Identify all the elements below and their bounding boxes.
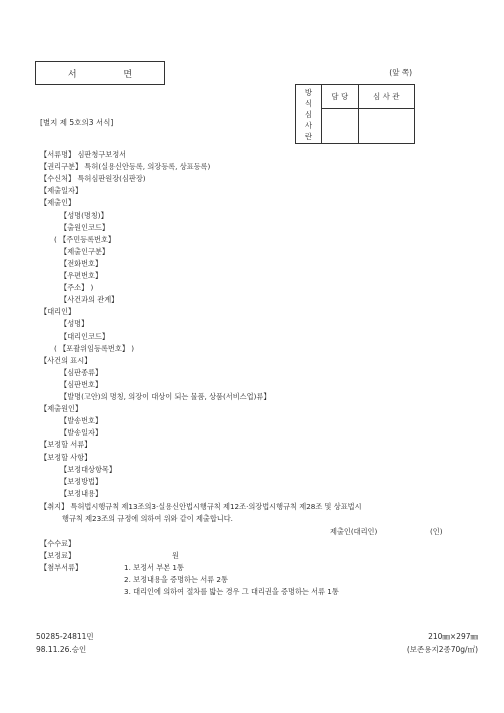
footer-approved: 98.11.26.승인 bbox=[36, 645, 87, 654]
form-field-line: ( 【포괄위임등록번호】 ) bbox=[54, 343, 135, 353]
document-title: 서 면 bbox=[67, 69, 155, 80]
correction-fee-label: 【보정료】 bbox=[40, 551, 76, 560]
form-field-line: 【제출인】 bbox=[40, 198, 76, 208]
approval-cell-examiner[interactable] bbox=[358, 109, 414, 144]
approval-table bbox=[295, 84, 415, 144]
footer-paper-size: 210㎜×297㎜ bbox=[428, 632, 478, 641]
form-field-line: 【발송일자】 bbox=[60, 428, 103, 438]
signer-label: 제출인(대리인) bbox=[330, 527, 378, 536]
form-field-line: 【우편번호】 bbox=[60, 271, 103, 280]
attachment-item: 2. 보정내용을 증명하는 서류 2통 bbox=[124, 575, 228, 584]
form-field-line: 【발명(고안)의 명칭, 의장이 대상이 되는 물품, 상품(서비스업)류】 bbox=[60, 392, 271, 401]
form-field-line: 【대리인코드】 bbox=[60, 331, 110, 341]
form-field-line: 【보정대상항목】 bbox=[60, 464, 117, 474]
attachments-label: 【첨부서류】 bbox=[40, 563, 83, 572]
form-field-line: 【주소】 ) bbox=[60, 283, 94, 293]
form-field-line: 【보정방법】 bbox=[60, 476, 103, 486]
form-field-line: 【심판종류】 bbox=[60, 367, 103, 377]
form-field-line: 【서류명】 심판청구보정서 bbox=[40, 150, 127, 159]
form-field-line: 【발송번호】 bbox=[60, 416, 103, 426]
form-field-line: 【출원인코드】 bbox=[60, 222, 110, 232]
form-field-line: ( 【주민등록번호】 bbox=[54, 234, 116, 244]
attachment-item: 3. 대리인에 의하여 절차를 밟는 경우 그 대리권을 증명하는 서류 1통 bbox=[124, 587, 339, 596]
document-title-box bbox=[35, 61, 165, 85]
form-field-line: 【제출인구분】 bbox=[60, 246, 110, 256]
form-field-line: 【제출원인】 bbox=[40, 404, 83, 414]
purpose-line-2: 행규칙 제23조의 규정에 의하여 위와 같이 제출합니다. bbox=[62, 514, 233, 523]
seal-label: (인) bbox=[430, 527, 443, 536]
purpose-line-1: 【취지】 특허법시행규칙 제13조의3·실용신안법시행규칙 제12조·의장법시행규칙 제28조 및 상표법시 bbox=[40, 502, 362, 511]
form-field-line: 【대리인】 bbox=[40, 307, 76, 317]
form-field-line: 【심판번호】 bbox=[60, 379, 103, 389]
form-field-line: 【보정내용】 bbox=[60, 488, 103, 498]
form-field-line: 【전화번호】 bbox=[60, 258, 103, 268]
form-field-line: 【사건과의 관계】 bbox=[60, 295, 119, 305]
form-field-line: 【수신처】 특허심판원장(심판장) bbox=[40, 174, 146, 184]
form-number: [별지 제 5호의3 서식] bbox=[40, 118, 114, 127]
form-field-line: 【성명】 bbox=[60, 319, 89, 329]
form-field-line: 【보정할 사항】 bbox=[40, 452, 92, 462]
approval-side-label: 방 식 심 사 란 bbox=[296, 85, 322, 144]
front-side-label: (앞 쪽) bbox=[389, 68, 412, 77]
approval-col-examiner: 심 사 관 bbox=[358, 85, 414, 109]
form-field-line: 【제출일자】 bbox=[40, 186, 83, 196]
form-field-line: 【보정할 서류】 bbox=[40, 440, 92, 450]
form-field-line: 【성명(명칭)】 bbox=[60, 210, 108, 220]
approval-cell-officer[interactable] bbox=[322, 109, 359, 144]
approval-col-officer: 담 당 bbox=[322, 85, 359, 109]
currency-unit: 원 bbox=[172, 551, 179, 560]
fee-label: 【수수료】 bbox=[40, 539, 76, 548]
form-field-line: 【권리구분】 특허(실용신안등록, 의장등록, 상표등록) bbox=[40, 162, 211, 172]
attachment-item: 1. 보정서 부본 1통 bbox=[124, 563, 184, 572]
form-field-line: 【사건의 표시】 bbox=[40, 355, 92, 365]
footer-paper-type: (보존용지2종70g/㎡) bbox=[406, 645, 478, 654]
footer-code: 50285-24811민 bbox=[36, 632, 94, 641]
